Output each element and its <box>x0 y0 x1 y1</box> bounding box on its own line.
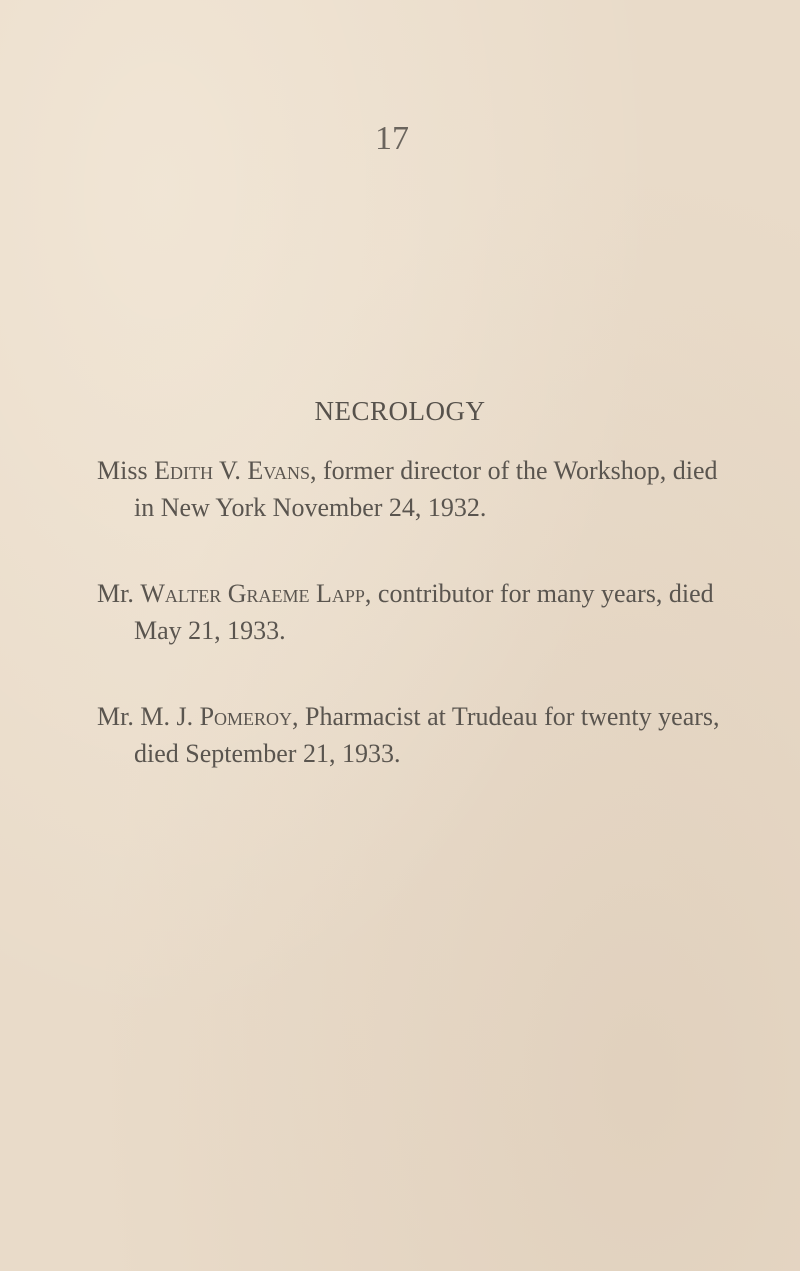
page-number: 17 <box>375 120 409 157</box>
entry-title: Mr. <box>97 579 134 608</box>
entry-name: M. J. Pomeroy, <box>140 702 299 731</box>
necrology-entry <box>97 452 722 526</box>
entry-title: Mr. <box>97 702 134 731</box>
entry-name: Walter Graeme Lapp, <box>140 579 372 608</box>
entry-text: former director of the Workshop, died in New York November 24, 1932. <box>134 456 718 522</box>
necrology-list <box>97 452 722 821</box>
entry-name: Edith V. Evans, <box>154 456 317 485</box>
necrology-entry <box>97 575 722 649</box>
entry-title: Miss <box>97 456 148 485</box>
page-title: NECROLOGY <box>314 396 486 426</box>
necrology-entry <box>97 698 722 772</box>
entry-text: contributor for many years, died May 21, 1933. <box>134 579 714 645</box>
entry-text: Pharmacist at Trudeau for twenty years, died September 21, 1933. <box>134 702 720 768</box>
